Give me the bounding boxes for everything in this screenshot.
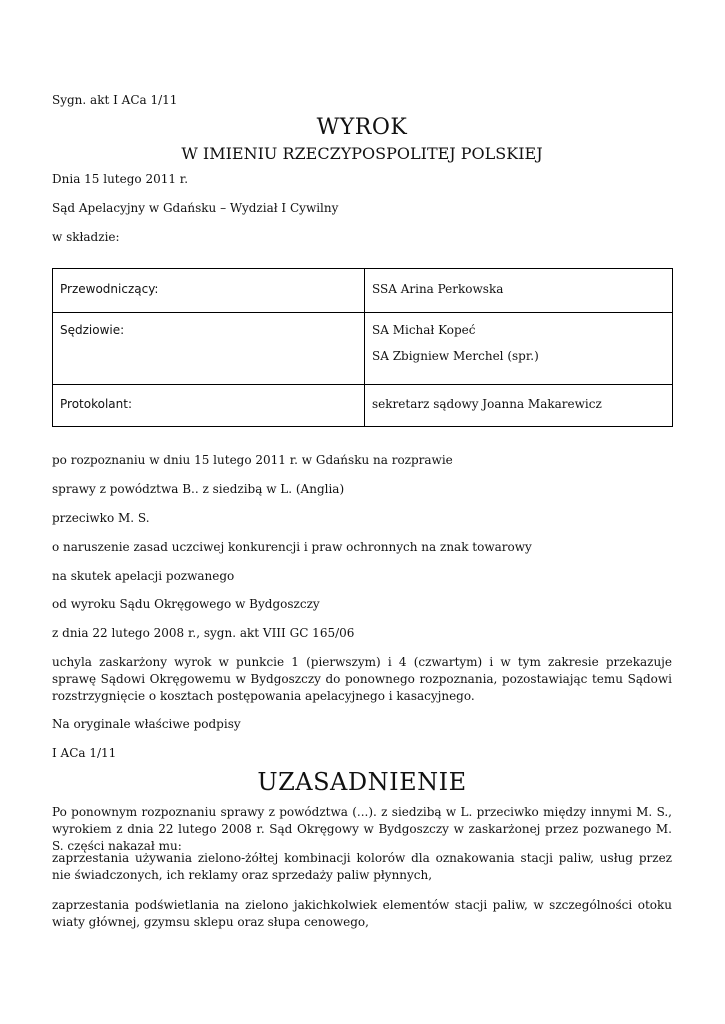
judge-name: SA Zbigniew Merchel (spr.) <box>372 349 539 363</box>
body-paragraph: o naruszenie zasad uczciwej konkurencji i praw ochronnych na znak towarowy <box>52 540 532 554</box>
judge-name: SSA Arina Perkowska <box>372 282 504 296</box>
court-name: Sąd Apelacyjny w Gdańsku – Wydział I Cywilny <box>52 201 339 215</box>
justification-paragraph: zaprzestania używania zielono-żółtej kombinacji kolorów dla oznakowania stacji paliw, usług przez nie świadczonych, ich reklamy oraz sprzedaży paliw płynnych, <box>52 851 672 882</box>
body-paragraph: z dnia 22 lutego 2008 r., sygn. akt VIII GC 165/06 <box>52 626 355 640</box>
panel-row-clerk <box>53 385 673 427</box>
justification-title: UZASADNIENIE <box>257 768 467 796</box>
justification-paragraph: Po ponownym rozpoznaniu sprawy z powództwa (...). z siedzibą w L. przeciwko między innymi M. S., wyrokiem z dnia 22 lutego 2008 r. Sąd Okręgowy w Bydgoszczy w zaskarżonej przez pozwanego M. S. części nakazał mu: <box>52 805 672 853</box>
judge-name: SA Michał Kopeć <box>372 323 476 337</box>
signatures-note: Na oryginale właściwe podpisy <box>52 717 241 731</box>
case-reference-repeat: I ACa 1/11 <box>52 746 117 760</box>
justification-paragraph: zaprzestania podświetlania na zielono jakichkolwiek elementów stacji paliw, w szczególności otoku wiaty głównej, gzymsu sklepu oraz słupa cenowego, <box>52 898 672 929</box>
body-paragraph: po rozpoznaniu w dniu 15 lutego 2011 r. w Gdańsku na rozprawie <box>52 453 453 467</box>
body-paragraph: od wyroku Sądu Okręgowego w Bydgoszczy <box>52 597 320 611</box>
composition-label: w składzie: <box>52 230 120 244</box>
panel-row-chair <box>53 269 673 313</box>
document-subtitle: W IMIENIU RZECZYPOSPOLITEJ POLSKIEJ <box>181 144 543 163</box>
role-label: Przewodniczący: <box>60 282 159 296</box>
body-paragraph: sprawy z powództwa B.. z siedzibą w L. (Anglia) <box>52 482 345 496</box>
ruling-paragraph: uchyla zaskarżony wyrok w punkcie 1 (pierwszym) i 4 (czwartym) i w tym zakresie przekazuje sprawę Sądowi Okręgowemu w Bydgoszczy do ponownego rozpoznania, pozostawiając temu Sądowi rozstrzygnięcie o kosztach postępowania apelacyjnego i kasacyjnego. <box>52 655 672 703</box>
document-title: WYROK <box>316 115 408 140</box>
clerk-name: sekretarz sądowy Joanna Makarewicz <box>372 397 602 411</box>
case-reference: Sygn. akt I ACa 1/11 <box>52 93 178 107</box>
judgment-date: Dnia 15 lutego 2011 r. <box>52 172 189 186</box>
panel-row-judges <box>53 313 673 385</box>
body-paragraph: na skutek apelacji pozwanego <box>52 569 235 583</box>
body-paragraph: przeciwko M. S. <box>52 511 150 525</box>
role-label: Protokolant: <box>60 397 132 411</box>
role-label: Sędziowie: <box>60 323 125 337</box>
panel-table <box>52 268 673 427</box>
